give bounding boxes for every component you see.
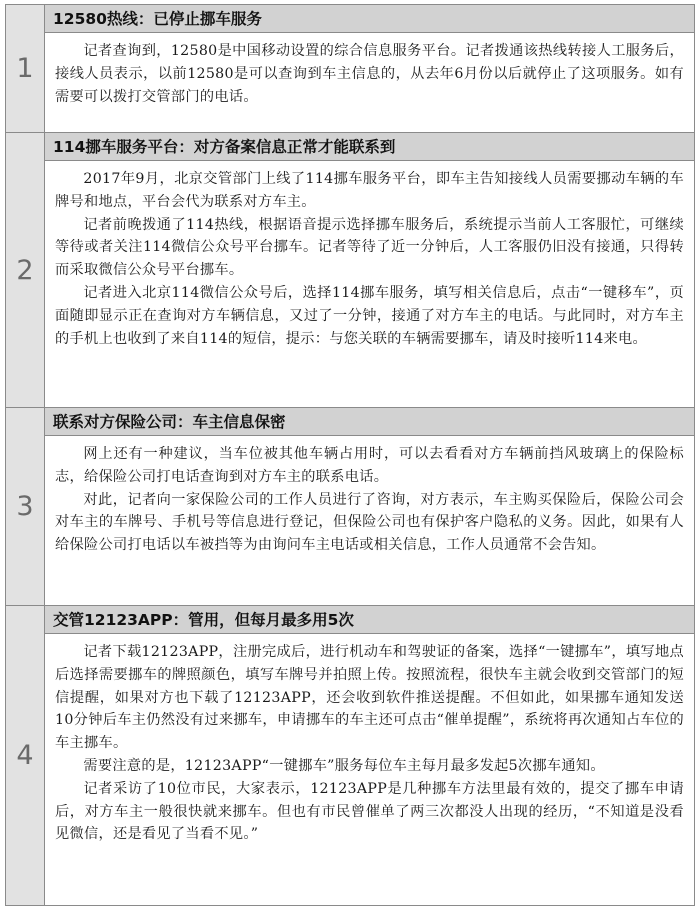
section-title: 联系对方保险公司：车主信息保密 [45, 408, 694, 436]
paragraph: 网上还有一种建议，当车位被其他车辆占用时，可以去看看对方车辆前挡风玻璃上的保险标志，给保险公司打电话查询到对方车主的联系电话。 [55, 446, 684, 485]
paragraph: 记者采访了10位市民，大家表示，12123APP是几种挪车方法里最有效的，提交了挪车申请后，对方车主一般很快就来挪车。但也有市民曾催单了两三次都没人出现的经历，“不知道是没看见微信，还是看见了当看不见。” [55, 780, 684, 843]
paragraph: 对此，记者向一家保险公司的工作人员进行了咨询，对方表示，车主购买保险后，保险公司会对车主的车牌号、手机号等信息进行登记，但保险公司也有保护客户隐私的义务。因此，如果有人给保险公司打电话以车被挡等为由询问车主电话或相关信息，工作人员通常不会告知。 [55, 491, 684, 554]
section-title: 交管12123APP：管用，但每月最多用5次 [45, 606, 694, 634]
section-body [45, 33, 694, 114]
section-title: 12580热线：已停止挪车服务 [45, 5, 694, 33]
section-number: 2 [6, 133, 45, 407]
section-number: 4 [6, 606, 45, 905]
section-title: 114挪车服务平台：对方备案信息正常才能联系到 [45, 133, 694, 161]
section-content [45, 5, 694, 132]
paragraph: 记者进入北京114微信公众号后，选择114挪车服务，填写相关信息后，点击“一键移车”，页面随即显示正在查询对方车辆信息，又过了一分钟，接通了对方车主的电话。与此同时，对方车主的手机上也收到了来自114的短信，提示：与您关联的车辆需要挪车，请及时接听114来电。 [55, 284, 684, 347]
section-1 [6, 5, 694, 133]
section-body [45, 161, 694, 356]
section-number: 3 [6, 408, 45, 605]
section-2 [6, 133, 694, 408]
section-number: 1 [6, 5, 45, 132]
section-content [45, 606, 694, 905]
paragraph: 记者查询到，12580是中国移动设置的综合信息服务平台。记者拨通该热线转接人工服务后，接线人员表示，以前12580是可以查询到车主信息的，从去年6月份以后就停止了这项服务。如有需要可以拨打交管部门的电话。 [55, 43, 684, 105]
paragraph: 记者下载12123APP，注册完成后，进行机动车和驾驶证的备案，选择“一键挪车”，填写地点后选择需要挪车的牌照颜色，填写车牌号并拍照上传。按照流程，很快车主就会收到交管部门的短信提醒，如果对方也下载了12123APP，还会收到软件推送提醒。不但如此，如果挪车通知发送10分钟后车主仍然没有过来挪车，申请挪车的车主还可点击“催单提醒”，系统将再次通知占车位的车主挪车。 [55, 644, 684, 752]
section-4 [6, 606, 694, 905]
section-content [45, 133, 694, 407]
paragraph: 记者前晚拨通了114热线，根据语音提示选择挪车服务后，系统提示当前人工客服忙，可继续等待或者关注114微信公众号平台挪车。记者等待了近一分钟后，人工客服仍旧没有接通，只得转而采取微信公众号平台挪车。 [55, 216, 684, 279]
section-3 [6, 408, 694, 606]
paragraph: 需要注意的是，12123APP“一键挪车”服务每位车主每月最多发起5次挪车通知。 [83, 757, 605, 774]
section-content [45, 408, 694, 605]
article-table [5, 4, 695, 906]
paragraph: 2017年9月，北京交管部门上线了114挪车服务平台，即车主告知接线人员需要挪动车辆的车牌号和地点，平台会代为联系对方车主。 [55, 171, 684, 210]
section-body [45, 634, 694, 852]
section-body [45, 436, 694, 563]
